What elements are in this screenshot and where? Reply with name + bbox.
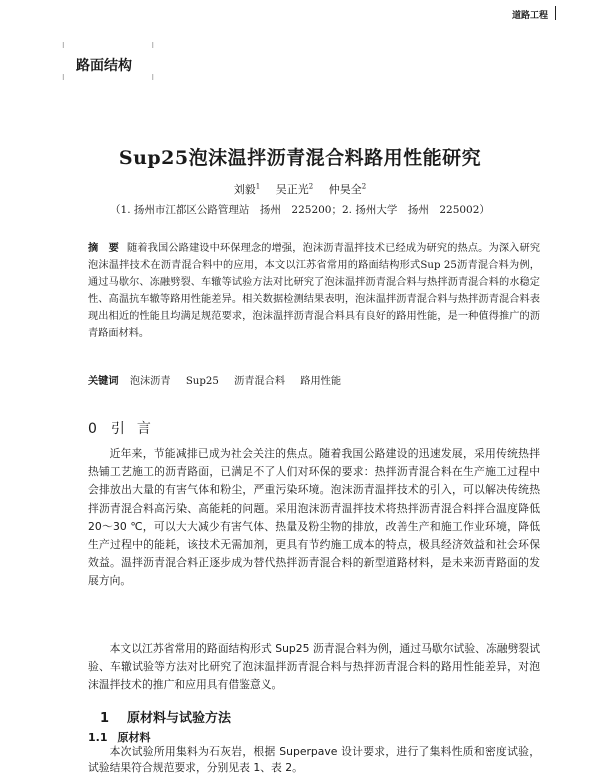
corner-mark-icon: ⁝ (62, 41, 65, 50)
affiliation: （1. 扬州市江都区公路管理站 扬州 225200；2. 扬州大学 扬州 225002） (110, 204, 490, 216)
author-list (0, 181, 600, 197)
keywords-label: 关键词 (88, 376, 119, 387)
section-heading-1: 1 原材料与试验方法 (100, 711, 232, 726)
abstract-text: 随着我国公路建设中环保理念的增强，泡沫沥青温拌技术已经成为研究的热点。为深入研究泡沫温拌技术在沥青混合料中的应用，本文以江苏省常用的路面结构形式Sup 25沥青混合料为例，通过马歇尔、冻融劈裂、车辙等试验方法对比研究了泡沫温拌沥青混合料与热拌沥青混合料的水稳定性、高温抗车辙等路用性能差异。相关数据检测结果表明，泡沫温拌沥青混合料与热拌沥青混合料表现出相近的性能且均满足规范要求，泡沫温拌沥青混合料具有良好的路用性能，是一种值得推广的沥青路面材料。 (88, 243, 541, 339)
running-header: 道路工程 (511, 11, 548, 21)
intro-paragraph-1: 近年来，节能减排已成为社会关注的焦点。随着我国公路建设的迅速发展，采用传统热拌热铺工艺施工的沥青路面，已满足不了人们对环保的要求：热拌沥青混合料在生产施工过程中会排放出大量的有害气体和粉尘，严重污染环境。泡沫沥青温拌技术的引入，可以解决传统热拌沥青混合料高污染、高能耗的问题。采用泡沫沥青温拌技术将热拌沥青混合料拌合温度降低 20～30 ℃，可以大大减少有害气体、热量及粉尘物的排放，改善生产和施工作业环境，降低生产过程中的能耗，该技术无需加剂，更具有节约施工成本的特点，极具经济效益和社会环保效益。温拌沥青混合料正逐步成为替代热拌沥青混合料的新型道路材料，是未来沥青路面的发展方向。 (88, 447, 540, 588)
section-heading-intro: 0 引言 (88, 421, 163, 437)
keyword: Sup25 (185, 376, 219, 387)
corner-mark-icon: ⁝ (151, 73, 154, 82)
corner-mark-icon: ⁝ (151, 41, 154, 50)
author: 刘毅$^1$ (233, 182, 261, 196)
header-divider (555, 6, 556, 20)
author: 仲昊全$^2$ (328, 182, 367, 196)
abstract (88, 240, 540, 342)
section-label: 路面结构 (76, 58, 132, 74)
subsection-heading-1-1: 1.1 原材料 (88, 731, 151, 744)
keyword: 路用性能 (300, 376, 342, 387)
intro-paragraph-2: 本文以江苏省常用的路面结构形式 Sup25 沥青混合料为例，通过马歇尔试验、冻融劈裂试验、车辙试验等方法对比研究了泡沫温拌沥青混合料与热拌沥青混合料的路用性能差异，对泡沫温拌技术的推广和应用具有借鉴意义。 (88, 642, 540, 692)
keywords (88, 372, 540, 387)
abstract-label: 摘 要 (88, 243, 119, 254)
keyword: 沥青混合料 (234, 376, 286, 387)
corner-mark-icon: ⁝ (62, 73, 65, 82)
materials-paragraph: 本次试验所用集料为石灰岩，根据 Superpave 设计要求，进行了集料性质和密度试验，试验结果符合规范要求，分别见表 1、表 2。 (88, 745, 540, 774)
keyword: 泡沫沥青 (129, 376, 171, 387)
paper-title: Sup25泡沫温拌沥青混合料路用性能研究 (118, 147, 482, 169)
author: 吴正光$^2$ (275, 182, 314, 196)
section-tag (62, 42, 154, 82)
